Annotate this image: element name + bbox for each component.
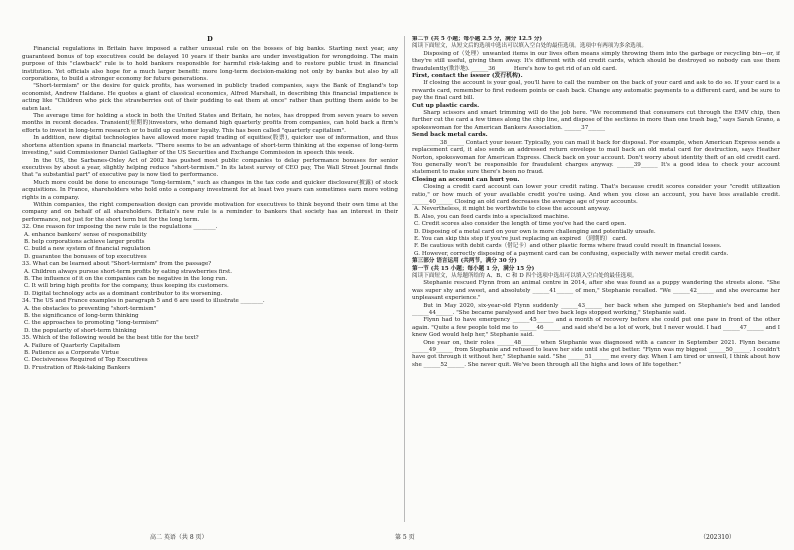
question-option: A. enhance bankers' sense of responsibility [24, 231, 147, 238]
passage-paragraph: Within companies, the right compensation design can provide motivation for executives to think beyond their own time at the company and on behalf of all shareholders. Britain's new rule is a reminder to bankers that society has an interest in their performance, not just for the short term but for the long term. [22, 201, 398, 223]
part-title: 第三部分 语言运用 (共两节，满分 30 分) [412, 258, 517, 265]
passage-paragraph: In addition, new digital technologies have allowed more rapid trading of equities(股票), quicker use of information, and thus shortens attention spans in financial markets. "There seems to be an advantage of short-term thinking at the expense of long-term investing," said Commissioner Daniel Gallagher of the US Securities and Exchange Commission in speech this week. [22, 135, 398, 157]
passage-subheading: Closing an account can hurt you. [412, 176, 520, 183]
right-column [412, 36, 780, 522]
left-column [22, 36, 398, 522]
question-option: A. Children always pursue short-term profits by eating strawberries first. [24, 268, 233, 275]
passage-paragraph: Financial regulations in Britain have imposed a rather unusual rule on the bosses of big banks. Starting next year, any guaranteed bonus of top executives could be delayed 10 years if their banks are under investigation for wrongdoing. The main purpose of this "clawback" rule is to hold bankers responsible for harmful risk-taking and to restore public trust in financial institution. Yet officials also hope for a much larger benefit: more long-term decision-making not only by banks but also by all corporations, to build a stronger economy for future generations. [22, 46, 398, 83]
passage-paragraph: Sharp scissors and smart trimming will do the job here. "We recommend that consumers cut through the EMV chip, then further cut the card a few times along the chip line, and dispose of the sections in more than one trash bag," says Sarah Grano, a spokeswoman for the American Bankers Association. ______37______ [412, 110, 780, 131]
question-stem: 35. Which of the following would be the best title for the text? [22, 335, 199, 342]
passage-paragraph: ______38______ Contact your issuer. Typically, you can mail it back for disposal. For example, when American Express sends a replacement card, it also sends an addressed return envelope to mail back an old metal card for destruction, says Heather Norton, spokeswoman for American Express. Check back on your account. Don't worry about identity theft of an old credit card. You generally won't be responsible for fraudulent charges anyway. ______39______ It's a good idea to check your account statement to make sure there's been no fraud. [412, 139, 780, 176]
part-subsection-title: 第一节 (共 15 小题；每小题 1 分，满分 15 分) [412, 265, 535, 272]
question-option: B. the significance of long-term thinking [24, 313, 139, 320]
question-option: D. the popularity of short-term thinking [24, 327, 137, 334]
question-option: D. guarantee the bonuses of top executives [24, 253, 147, 260]
answer-option: F. Be cautious with debit cards（借记卡）and other plastic forms where fraud could result in financial losses. [414, 243, 722, 250]
passage-paragraph: Much more could be done to encourage "long-termism," such as changes in the tax code and quicker disclosure(披露) of stock acquisitions. In France, shareholders who hold onto a company investment for at least two years can sometimes earn more voting rights in a company. [22, 179, 398, 201]
passage-paragraph: Disposing of（处理）unwanted items in our lives often means simply throwing them into the garbage or recycling bin—or, if they're still useful, giving them away. It's different with old credit cards, which should be destroyed so nobody can use them fraudulently(欺诈地). ______36______ Here's how to get rid of an old card. [412, 50, 780, 72]
section-title: 第二节 (共 5 小题；每小题 2.5 分，满分 12.5 分) [412, 36, 543, 42]
question-option: C. the approaches to promoting "long-termism" [24, 320, 159, 327]
answer-option: E. You can skip this step if you're just replacing an expired （到期的） card. [414, 235, 627, 242]
answer-option: A. Nevertheless, it might be worthwhile to close the account anyway. [414, 206, 611, 213]
footer-subject: 高二 英语（共 8 页） [150, 534, 208, 541]
passage-subheading: Send back metal cards. [412, 132, 488, 139]
passage-paragraph: The average time for holding a stock in both the United States and Britain, he notes, has dropped from seven years to seven months in recent decades. Transient(短期的)investors, who demand high quarterly profits from companies, can hold back a firm's efforts to invest in long-term research or to build up customer loyalty. This has been called "quarterly capitalism". [22, 113, 398, 134]
question-option: B. The influence of it on the companies can be negative in the long run. [24, 276, 228, 282]
passage-paragraph: But in May 2020, six-year-old Flynn suddenly ______43______ her back when she jumped on Stephanie's bed and landed ______44______. "She became paralysed and her two back legs stopped working," Stephanie said. [412, 302, 780, 317]
question-option: A. the obstacles to preventing "short-termism" [24, 305, 157, 312]
footer-code: （202310） [700, 534, 735, 541]
question-stem: 32. One reason for imposing the new rule is the regulations ________. [22, 224, 218, 231]
passage-paragraph: In the US, the Sarbanes-Oxley Act of 2002 has pushed most public companies to delay performance bonuses for senior executives by about a year, slightly helping reduce "short-termism." In its latest survey of CEO pay, The Wall Street Journal finds that "a substantial part" of executive pay is now tied to performance. [22, 157, 398, 179]
passage-subheading: Cut up plastic cards. [412, 102, 480, 109]
passage-paragraph: Flynn had to have emergency ______45______ and a month of recovery before she could put one paw in front of the other again. "Quite a few people told me to ______46______ and said she'd be a lot of work, but I never would. I had ______47______ and I knew God would help her," Stephanie said. [412, 317, 780, 339]
answer-option: B. Also, you can feed cards into a specialized machine. [414, 213, 570, 220]
answer-option: C. Credit scores also consider the length of time you've had the card open. [414, 221, 627, 228]
question-option: C. build a new system of financial regulation [24, 246, 151, 253]
question-option: C. It will bring high profits for the company, thus keeping its customers. [24, 283, 229, 290]
footer-page-number: 第 5 页 [395, 534, 415, 541]
question-stem: 34. The US and France examples in paragraph 5 and 6 are used to illustrate ________. [22, 298, 265, 305]
passage-paragraph: Closing a credit card account can lower your credit rating. That's because credit scores consider your "credit utilization ratio," or how much of your available credit you're using. And when you close an account, you have less available credit. ______40______ Closing an old card decreases the average age of your accounts. [412, 184, 780, 205]
question-option: C. Decisiveness Required of Top Executives [24, 357, 148, 364]
question-option: D. Frustration of Risk-taking Bankers [24, 364, 131, 371]
passage-paragraph: One year on, their roles ______48______ when Stephanie was diagnosed with a cancer in September 2021. Flynn became ______49______ from Stephanie and refused to leave her side until she got better. "Flynn was my biggest ______50______. I couldn't have got through it without her," Stephanie said. "She ______51______ me every day. When I am tired or unwell, I think about how she ______52______. She never quit. We've been through all the highs and lows of life together." [412, 339, 780, 368]
passage-subheading: First, contact the issuer (发行机构). [412, 73, 523, 80]
part-instruction: 阅读下面短文，从每题所给的 A、B、C 和 D 四个选项中选出可以填入空白处的最佳选项。 [412, 273, 638, 279]
section-instruction: 阅读下面短文，从短文后的选项中选出可以填入空白处的最佳选项。选项中有两项为多余选项。 [412, 43, 647, 50]
passage-paragraph: "Short-termism" or the desire for quick profits, has worsened in publicly traded companies, says the Bank of England's top economist, Andrew Haldane. He quotes a giant of classical economics, Alfred Marshall, in describing this financial impatience is acting like "Children who pick the strawberries out of their pudding to eat them at once" rather than putting them aside to be eaten last. [22, 83, 398, 112]
question-option: D. Digital technology acts as a dominant contributor to its worsening. [24, 290, 223, 297]
answer-option: G. However, correctly disposing of a payment card can be confusing, especially with newer metal credit cards. [414, 250, 729, 257]
question-option: B. help corporations achieve larger profits [24, 238, 145, 245]
question-option: A. Failure of Quarterly Capitalism [24, 342, 121, 349]
column-divider [404, 36, 405, 522]
passage-paragraph: If closing the account is your goal, you'll have to call the number on the back of your card and ask to do so. If your card is a rewards card, remember to first redeem points or cash back. Change any automatic payments to a different card, and be sure to pay the final card bill. [412, 80, 780, 102]
passage-d-title: D [207, 36, 213, 43]
question-option: B. Patience as a Corporate Virtue [24, 350, 119, 357]
passage-paragraph: Stephanie rescued Flynn from an animal centre in 2014, after she was found as a puppy wandering the streets alone. "She was super shy and sweet, and absolutely ______41______ of men," Stephanie recalled. "We ______42______ and she overcame her unpleasant experience." [412, 280, 780, 302]
question-stem: 33. What can be learned about "Short-termism" from the passage? [22, 261, 212, 268]
answer-option: D. Disposing of a metal card on your own is more challenging and potentially unsafe. [414, 228, 656, 235]
